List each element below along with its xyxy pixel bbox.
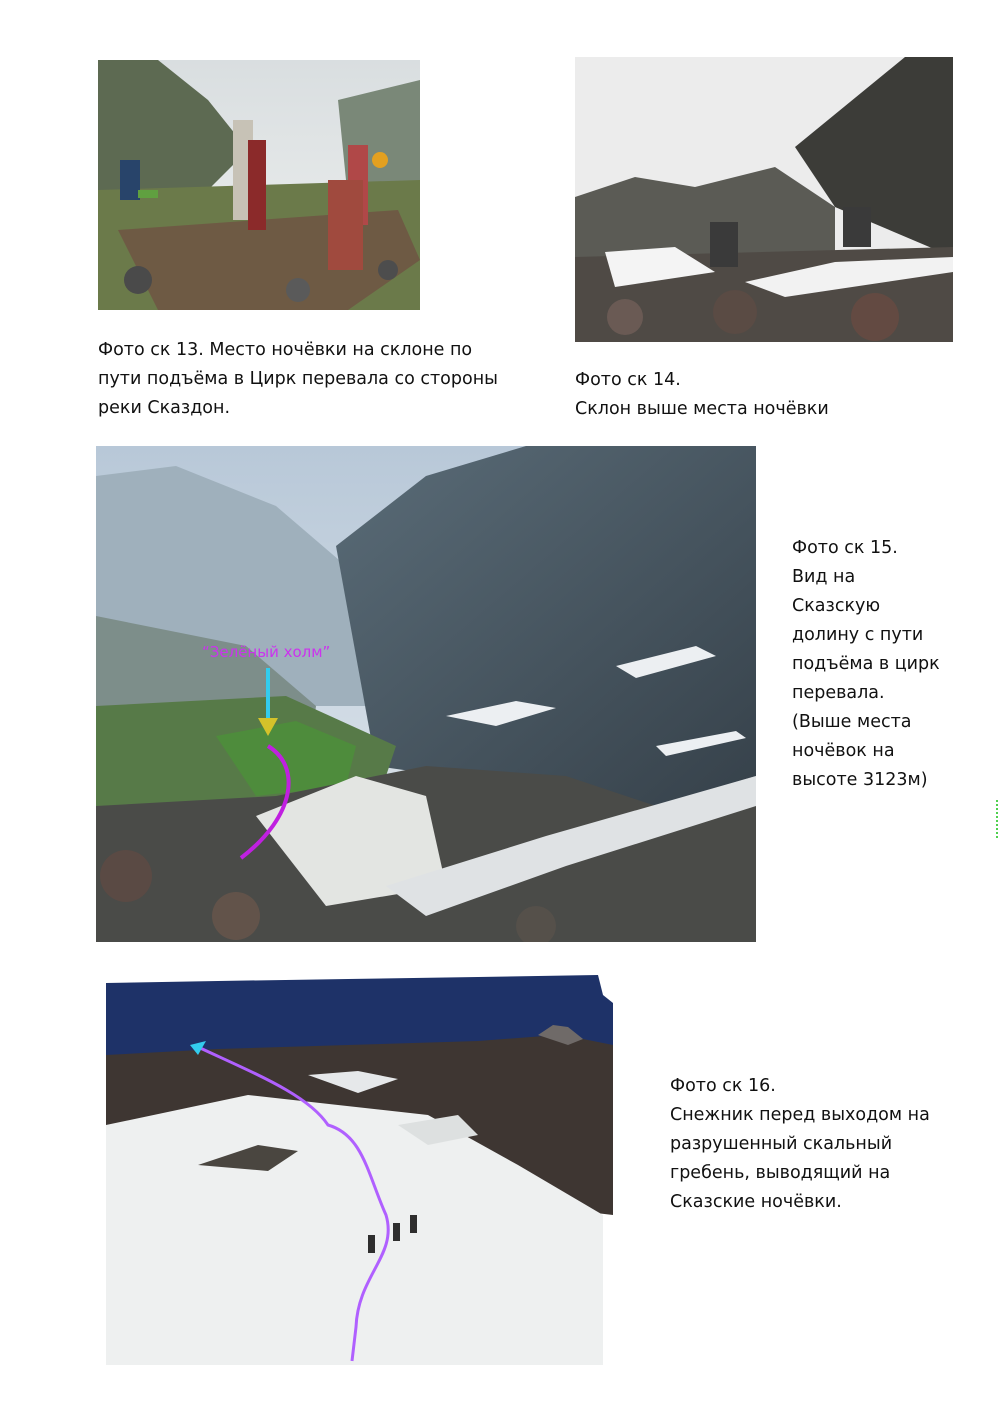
caption-sk16-line-3: разрушенный скальный (670, 1134, 893, 1154)
caption-sk15 (792, 534, 940, 795)
green-dotted-mark (996, 800, 1000, 838)
caption-sk15-line-3: Сказскую (792, 596, 881, 616)
photo-sk13 (98, 60, 420, 310)
caption-sk16-line-5: Сказские ночёвки. (670, 1192, 842, 1212)
caption-sk16-line-4: гребень, выводящий на (670, 1163, 891, 1183)
caption-sk15-line-6: перевала. (792, 683, 885, 703)
caption-sk14-line-1: Фото ск 14. (575, 370, 681, 390)
photo-sk14 (575, 57, 953, 342)
photo-sk15-image (96, 446, 756, 942)
caption-sk15-line-4: долину с пути (792, 625, 924, 645)
caption-sk15-line-7: (Выше места (792, 712, 912, 732)
caption-sk16-line-2: Снежник перед выходом на (670, 1105, 930, 1125)
annotation-green-hill: “Зелёный холм” (202, 643, 331, 661)
caption-sk15-line-5: подъёма в цирк (792, 654, 940, 674)
caption-sk14-line-2: Склон выше места ночёвки (575, 399, 829, 419)
photo-sk15 (96, 446, 756, 942)
caption-sk13 (98, 336, 498, 423)
caption-sk13-line-2: пути подъёма в Цирк перевала со стороны (98, 369, 498, 389)
photo-sk14-image (575, 57, 953, 342)
caption-sk15-line-2: Вид на (792, 567, 856, 587)
caption-sk15-line-9: высоте 3123м) (792, 770, 928, 790)
caption-sk15-line-1: Фото ск 15. (792, 538, 898, 558)
photo-sk13-image (98, 60, 420, 310)
caption-sk15-line-8: ночёвок на (792, 741, 895, 761)
caption-sk14 (575, 366, 829, 424)
photo-sk16-image (98, 975, 620, 1371)
photo-sk16 (98, 975, 620, 1371)
caption-sk13-line-1: Фото ск 13. Место ночёвки на склоне по (98, 340, 473, 360)
caption-sk16-line-1: Фото ск 16. (670, 1076, 776, 1096)
caption-sk16 (670, 1072, 930, 1217)
caption-sk13-line-3: реки Сказдон. (98, 398, 231, 418)
